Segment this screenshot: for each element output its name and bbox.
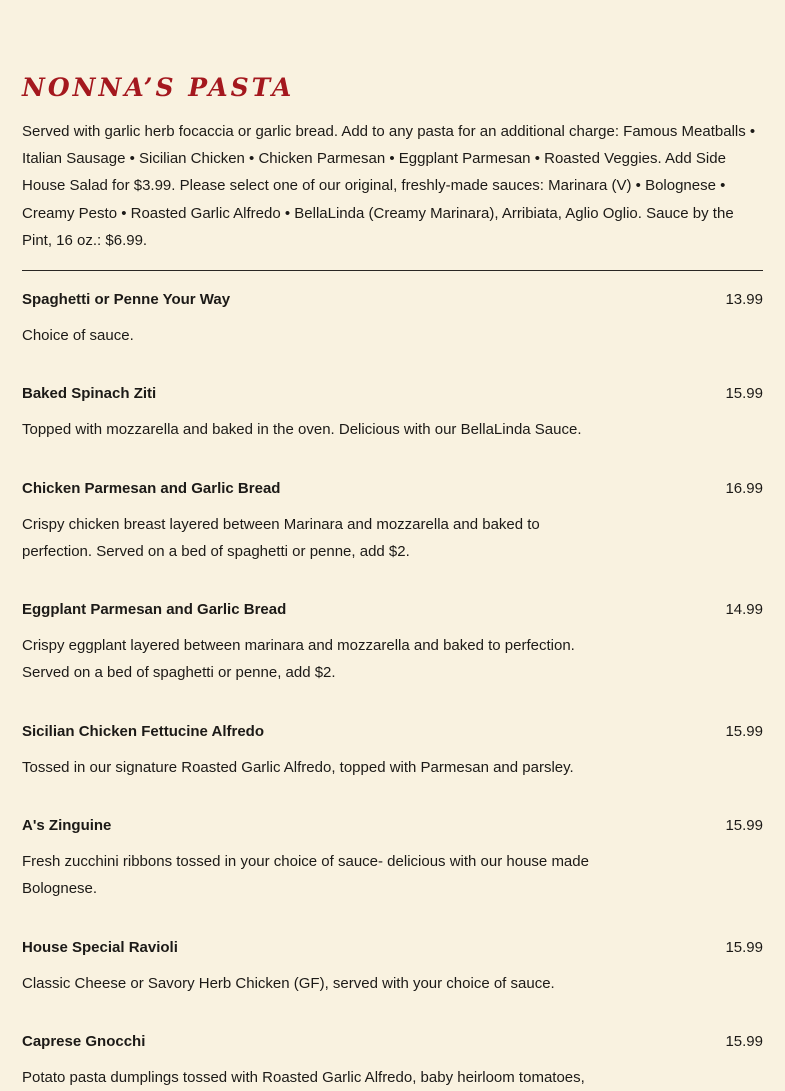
menu-item-name: Spaghetti or Penne Your Way (22, 291, 231, 308)
menu-item-price: 15.99 (725, 817, 763, 834)
menu-item-description: Classic Cheese or Savory Herb Chicken (GF), served with your choice of sauce. (22, 975, 555, 992)
menu-item-name: Caprese Gnocchi (22, 1033, 146, 1050)
menu-item-description: Fresh zucchini ribbons tossed in your choice of sauce- delicious with our house made Bolognese. (22, 853, 589, 898)
menu-item-price: 15.99 (725, 939, 763, 956)
menu-item-price: 15.99 (725, 385, 763, 402)
menu-item-name: Chicken Parmesan and Garlic Bread (22, 480, 281, 497)
menu-title: NONNA’S PASTA (22, 73, 295, 102)
menu-item-name: A's Zinguine (22, 817, 112, 834)
menu-item-name: Sicilian Chicken Fettucine Alfredo (22, 723, 264, 740)
menu-item-description: Potato pasta dumplings tossed with Roasted Garlic Alfredo, baby heirloom tomatoes, (22, 1069, 585, 1086)
menu-item-price: 13.99 (725, 291, 763, 308)
menu-item-description: Crispy chicken breast layered between Marinara and mozzarella and baked to perfection. Served on a bed of spaghetti or penne, add $2. (22, 516, 540, 561)
menu-item-description: Crispy eggplant layered between marinara and mozzarella and baked to perfection. Served on a bed of spaghetti or penne, add $2. (22, 637, 575, 682)
menu-intro: Served with garlic herb focaccia or garlic bread. Add to any pasta for an additional charge: Famous Meatballs • Italian Sausage • Sicilian Chicken • Chicken Parmesan • Eggplant Parmesan • Roasted Veggies. Add Side House Salad for $3.99. Please select one of our original, freshly-made sauces: Marinara (V) • Bolognese • Creamy Pesto • Roasted Garlic Alfredo • BellaLinda (Creamy Marinara), Arribiata, Aglio Oglio. Sauce by the Pint, 16 oz.: $6.99. (22, 123, 756, 249)
menu-item-price: 15.99 (725, 723, 763, 740)
menu-item-name: House Special Ravioli (22, 939, 178, 956)
menu-item-price: 15.99 (725, 1033, 763, 1050)
menu-item-description: Choice of sauce. (22, 327, 134, 344)
menu-item-name: Eggplant Parmesan and Garlic Bread (22, 601, 287, 618)
menu-item-price: 14.99 (725, 601, 763, 618)
section-divider (22, 270, 763, 271)
menu-item-name: Baked Spinach Ziti (22, 385, 157, 402)
menu-item-price: 16.99 (725, 480, 763, 497)
menu-item-description: Topped with mozzarella and baked in the oven. Delicious with our BellaLinda Sauce. (22, 421, 582, 438)
menu-item-description: Tossed in our signature Roasted Garlic Alfredo, topped with Parmesan and parsley. (22, 759, 574, 776)
